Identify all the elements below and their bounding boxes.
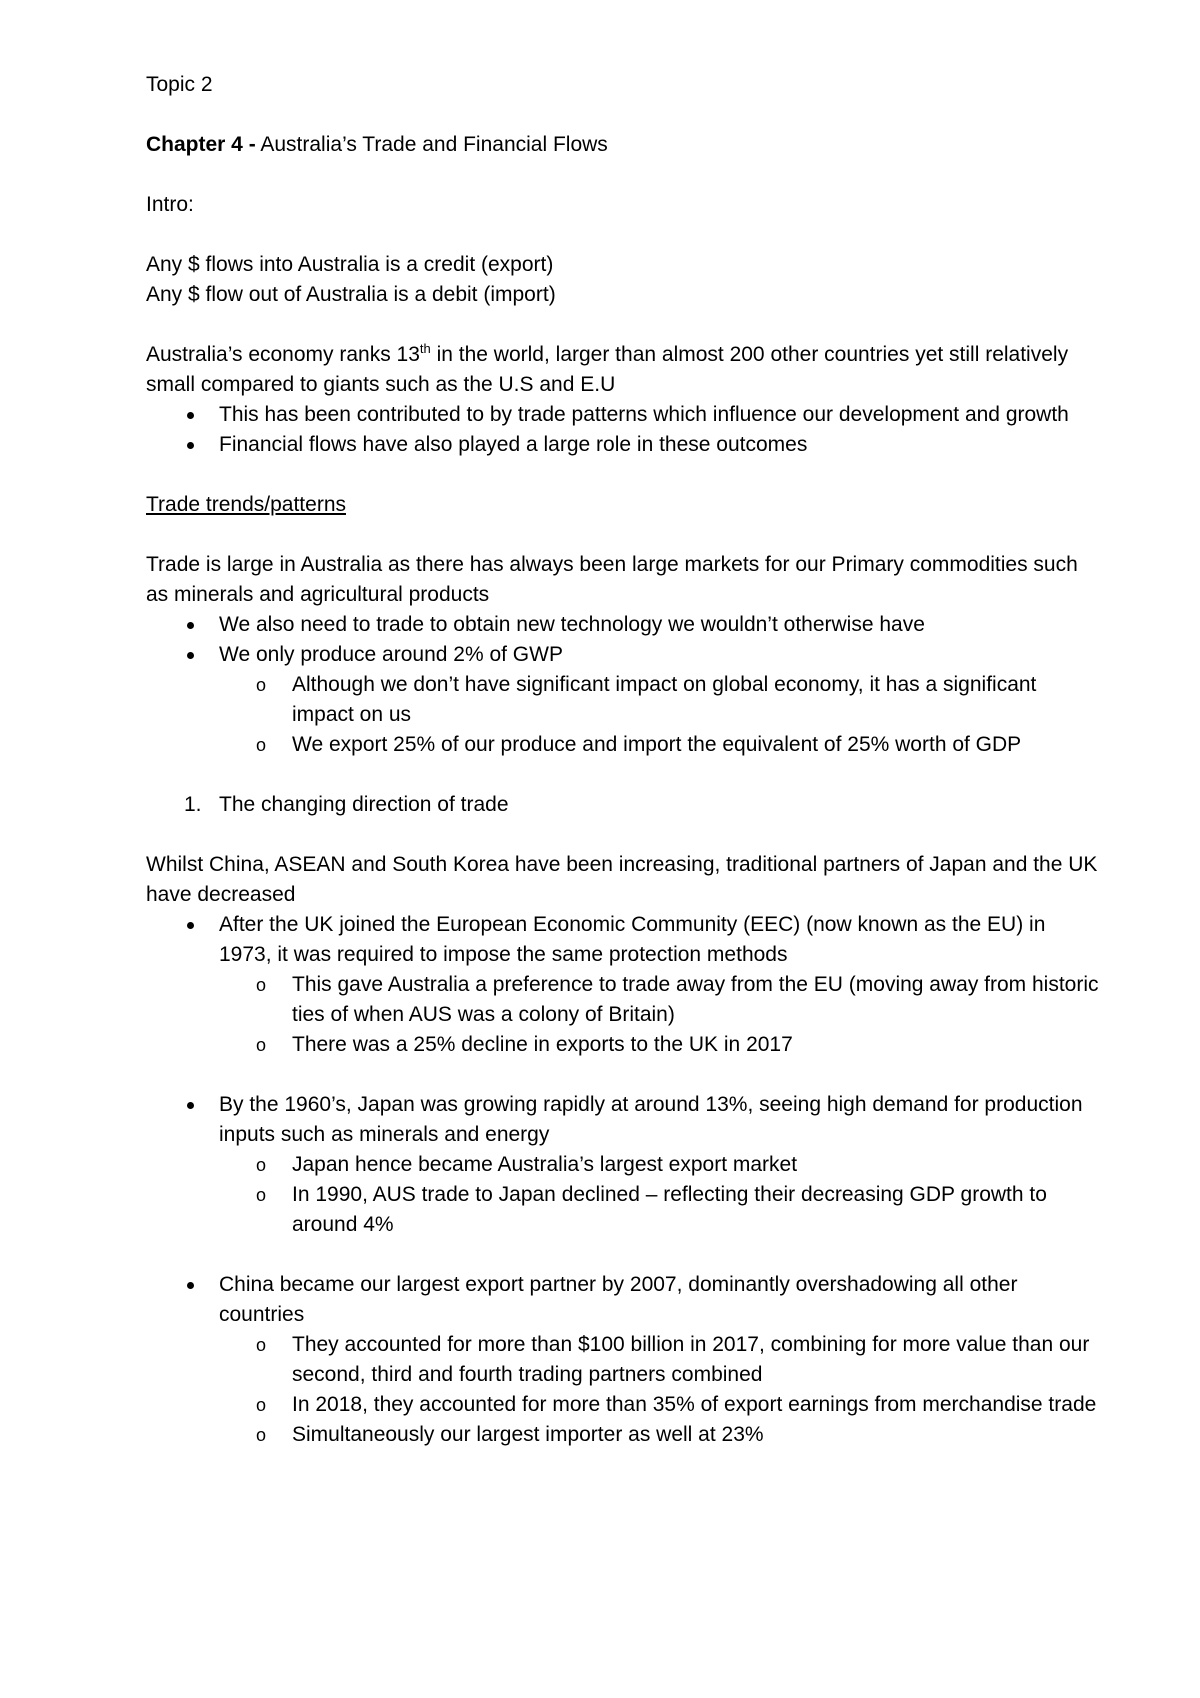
economy-paragraph — [146, 340, 1100, 400]
sub-list-item: o Simultaneously our largest importer as well at 23% — [146, 1420, 1100, 1450]
intro-line-debit: Any $ flow out of Australia is a debit (import) — [146, 283, 556, 306]
japan-bullet-list — [146, 1090, 1100, 1240]
sub-list-item: o Japan hence became Australia’s largest export market — [146, 1150, 1100, 1180]
chapter-heading — [146, 130, 1100, 160]
economy-text-end: in the world, larger than almost 200 other countries yet still relatively small compared to giants such as the U.S and E.U — [146, 343, 1069, 396]
item-text: The changing direction of trade — [219, 793, 509, 816]
trade-trends-bullet-list — [146, 610, 1100, 760]
sub-list-item: o There was a 25% decline in exports to the UK in 2017 — [146, 1030, 1100, 1060]
economy-superscript: th — [419, 341, 431, 356]
uk-bullet-list — [146, 910, 1100, 1060]
list-item: China became our largest export partner by 2007, dominantly overshadowing all other countries — [146, 1270, 1100, 1330]
intro-line-credit: Any $ flows into Australia is a credit (export) — [146, 253, 554, 276]
topic-label: Topic 2 — [146, 73, 213, 96]
chapter-label: Chapter 4 - — [146, 133, 256, 156]
trade-trends-heading: Trade trends/patterns — [146, 493, 346, 516]
list-item: By the 1960’s, Japan was growing rapidly at around 13%, seeing high demand for production inputs such as minerals and energy — [146, 1090, 1100, 1150]
economy-text-start: Australia’s economy ranks 13 — [146, 343, 420, 366]
numbered-list — [146, 790, 1100, 820]
china-bullet-list — [146, 1270, 1100, 1450]
intro-heading: Intro: — [146, 193, 194, 216]
sub-list-item: o In 1990, AUS trade to Japan declined – reflecting their decreasing GDP growth to around 4% — [146, 1180, 1100, 1240]
economy-bullet-list — [146, 400, 1100, 460]
sub-list-item: o We export 25% of our produce and import the equivalent of 25% worth of GDP — [146, 730, 1100, 760]
trade-trends-paragraph: Trade is large in Australia as there has always been large markets for our Primary commodities such as minerals and agricultural products — [146, 553, 1078, 606]
list-item: After the UK joined the European Economic Community (EEC) (now known as the EU) in 1973, it was required to impose the same protection methods — [146, 910, 1100, 970]
sub-list-item: o They accounted for more than $100 billion in 2017, combining for more value than our second, third and fourth trading partners combined — [146, 1330, 1100, 1390]
direction-paragraph: Whilst China, ASEAN and South Korea have been increasing, traditional partners of Japan and the UK have decreased — [146, 853, 1098, 906]
item-number: 1. — [184, 793, 202, 816]
numbered-item — [146, 790, 1100, 820]
sub-list-item: o Although we don’t have significant impact on global economy, it has a significant impact on us — [146, 670, 1100, 730]
list-item: We also need to trade to obtain new technology we wouldn’t otherwise have — [146, 610, 1100, 640]
list-item: This has been contributed to by trade patterns which influence our development and growth — [146, 400, 1100, 430]
chapter-title: Australia’s Trade and Financial Flows — [255, 133, 608, 156]
sub-list-item: o This gave Australia a preference to trade away from the EU (moving away from historic ties of when AUS was a colony of Britain) — [146, 970, 1100, 1030]
list-item: We only produce around 2% of GWP — [146, 640, 1100, 670]
sub-list-item: o In 2018, they accounted for more than 35% of export earnings from merchandise trade — [146, 1390, 1100, 1420]
list-item: Financial flows have also played a large role in these outcomes — [146, 430, 1100, 460]
